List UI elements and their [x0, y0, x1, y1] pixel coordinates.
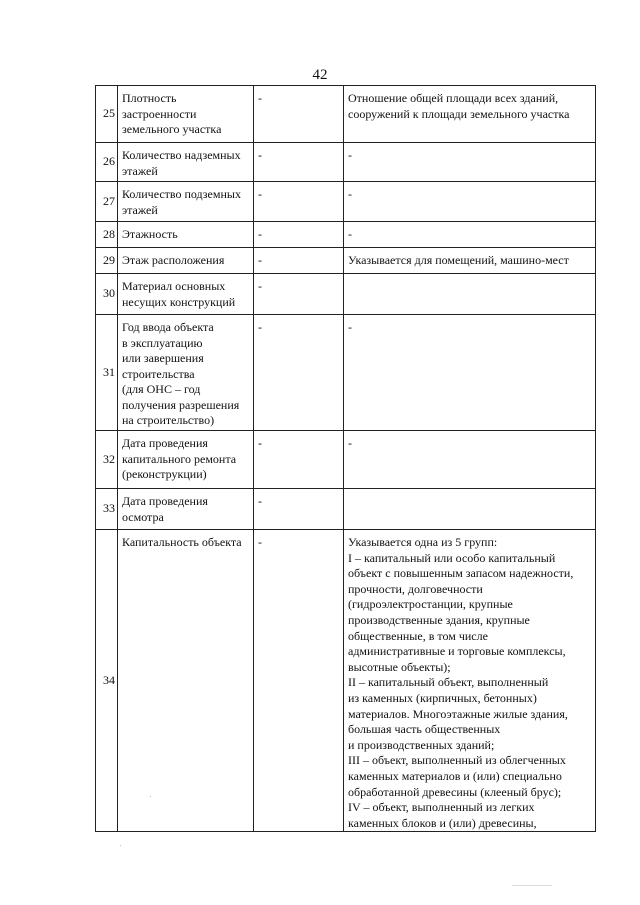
table-row — [96, 182, 596, 222]
attribute-value: - — [254, 315, 344, 431]
attribute-value: - — [254, 222, 344, 248]
attribute-value: - — [254, 274, 344, 315]
attribute-name: Этажность — [118, 222, 254, 248]
attribute-description: Указывается для помещений, машино-мест — [344, 248, 596, 274]
attribute-name: Количество подземных этажей — [118, 182, 254, 222]
attribute-value: - — [254, 489, 344, 530]
scan-speck — [150, 796, 151, 797]
row-number: 29 — [96, 248, 118, 274]
table-row — [96, 248, 596, 274]
attribute-description — [344, 274, 596, 315]
attribute-name: Дата проведения осмотра — [118, 489, 254, 530]
attribute-name: Дата проведения капитального ремонта (реконструкции) — [118, 431, 254, 489]
attribute-name: Количество надземных этажей — [118, 143, 254, 182]
row-number: 26 — [96, 143, 118, 182]
attribute-description: Отношение общей площади всех зданий, сооружений к площади земельного участка — [344, 86, 596, 143]
table-row — [96, 489, 596, 530]
attribute-name: Материал основных несущих конструкций — [118, 274, 254, 315]
attribute-name: Плотность застроенности земельного участка — [118, 86, 254, 143]
table-row — [96, 530, 596, 832]
attribute-value: - — [254, 431, 344, 489]
attribute-description: - — [344, 315, 596, 431]
table-row — [96, 86, 596, 143]
attribute-name: Капитальность объекта — [118, 530, 254, 832]
table-row — [96, 222, 596, 248]
attribute-description: - — [344, 222, 596, 248]
row-number: 33 — [96, 489, 118, 530]
scan-artifact-line — [512, 885, 552, 886]
attribute-name: Год ввода объекта в эксплуатацию или завершения строительства (для ОНС – год получения разрешения на строительство) — [118, 315, 254, 431]
attribute-description — [344, 489, 596, 530]
table-row — [96, 431, 596, 489]
row-number: 27 — [96, 182, 118, 222]
attributes-table — [95, 85, 596, 832]
row-number: 31 — [96, 315, 118, 431]
attribute-value: - — [254, 182, 344, 222]
scan-speck — [120, 845, 121, 846]
row-number: 28 — [96, 222, 118, 248]
row-number: 32 — [96, 431, 118, 489]
attribute-description: - — [344, 431, 596, 489]
attribute-value: - — [254, 143, 344, 182]
row-number: 25 — [96, 86, 118, 143]
attribute-value: - — [254, 248, 344, 274]
page-number: 42 — [312, 67, 328, 83]
row-number: 30 — [96, 274, 118, 315]
attribute-description: - — [344, 182, 596, 222]
attribute-name: Этаж расположения — [118, 248, 254, 274]
attribute-description: Указывается одна из 5 групп: I – капитальный или особо капитальный объект с повышенным запасом надежности, прочности, долговечности (гидроэлектростанции, крупные производственные здания, крупные общественные, в том числе административные и торговые комплексы, высотные объекты); II – капитальный объект, выполненный из каменных (кирпичных, бетонных) материалов. Многоэтажные жилые здания, большая часть общественных и производственных зданий; III – объект, выполненный из облегченных каменных материалов и (или) специально обработанной древесины (клееный брус); IV – объект, выполненный из легких каменных блоков и (или) древесины, — [344, 530, 596, 832]
table-row — [96, 274, 596, 315]
row-number: 34 — [96, 530, 118, 832]
attribute-value: - — [254, 86, 344, 143]
table-row — [96, 143, 596, 182]
attribute-description: - — [344, 143, 596, 182]
table-row — [96, 315, 596, 431]
attribute-value: - — [254, 530, 344, 832]
